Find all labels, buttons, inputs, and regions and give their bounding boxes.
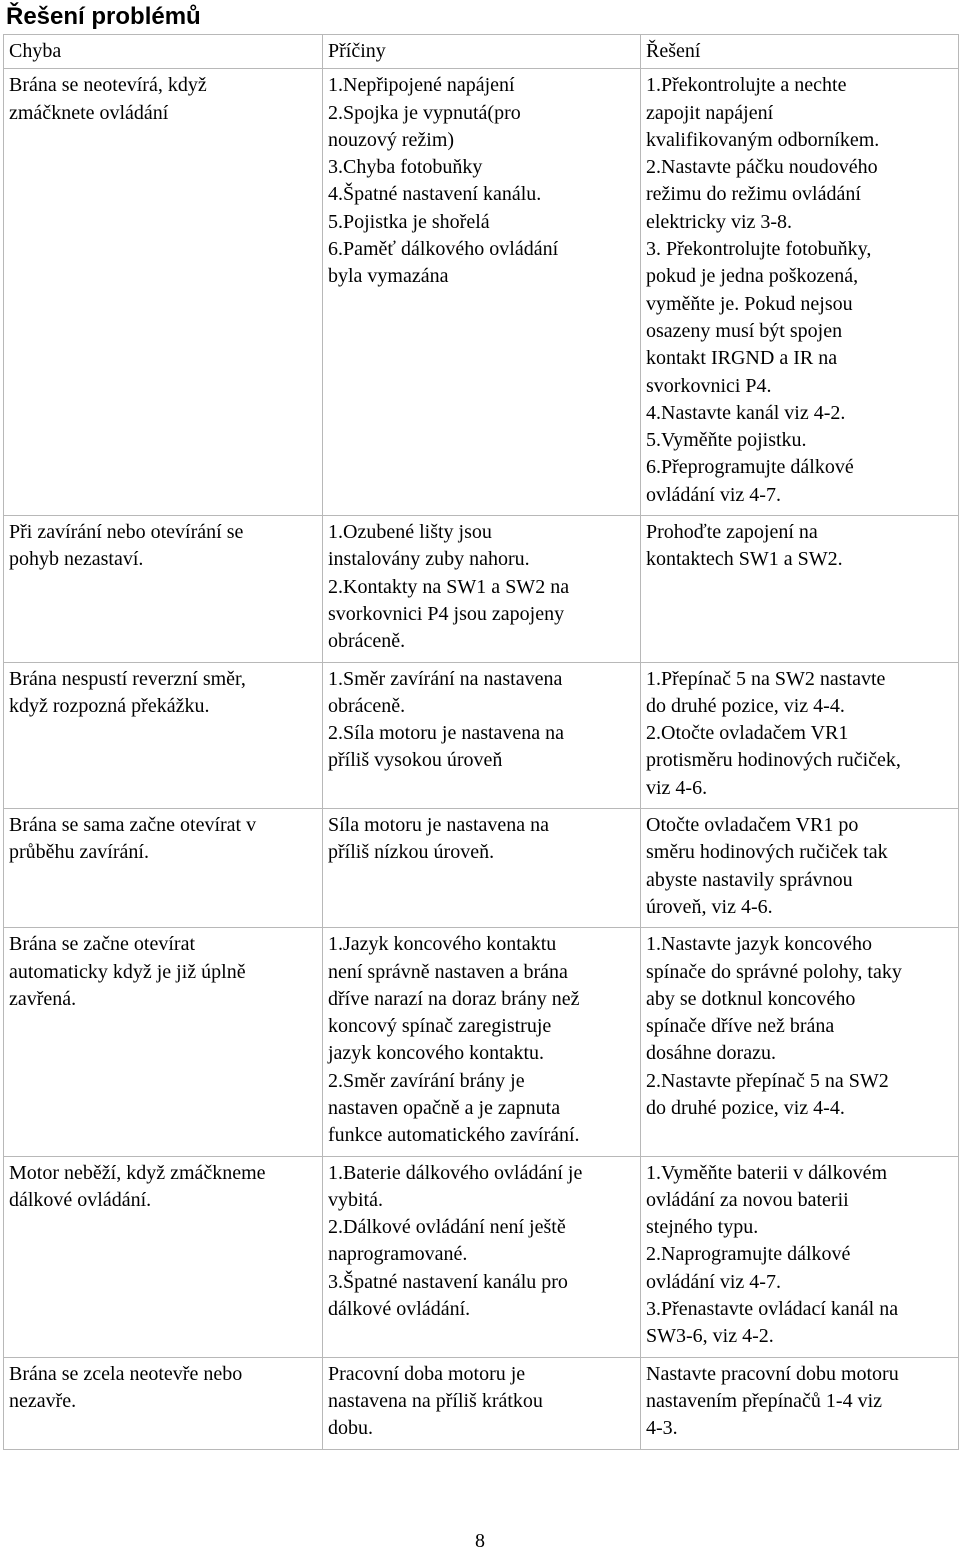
problem-text: Brána se sama začne otevírat v průběhu zavírání. [9, 814, 257, 864]
causes-text: 1.Jazyk koncového kontaktu není správně nastaven a brána dříve narazí na doraz brány než koncový spínač zaregistruje jazyk koncového kontaktu. 2.Směr zavírání brány je nastaven opačně a je zapnuta funkce automatického zavírání. [328, 933, 580, 1147]
page-title: Řešení problémů [6, 3, 201, 30]
troubleshooting-table [3, 34, 959, 1450]
table-row [4, 516, 959, 662]
table-row [4, 928, 959, 1156]
problem-text: Při zavírání nebo otevírání se pohyb nezastaví. [9, 521, 244, 571]
column-header-causes: Příčiny [323, 35, 641, 69]
problem-cell [4, 662, 323, 808]
problem-text: Brána se neotevírá, když zmáčknete ovládání [9, 74, 207, 124]
table-row [4, 1156, 959, 1357]
problem-text: Motor neběží, když zmáčkneme dálkové ovládání. [9, 1161, 266, 1211]
solutions-cell [641, 69, 959, 516]
problem-cell [4, 69, 323, 516]
solutions-text: 1.Vyměňte baterii v dálkovém ovládání za novou baterii stejného typu. 2.Naprogramujte dálkové ovládání viz 4-7. 3.Přenastavte ovládací kanál na SW3-6, viz 4-2. [646, 1161, 899, 1348]
solutions-cell [641, 662, 959, 808]
solutions-text: Prohoďte zapojení na kontaktech SW1 a SW2. [646, 521, 843, 571]
page-number: 8 [475, 1530, 485, 1552]
solutions-cell [641, 1156, 959, 1357]
table-row [4, 809, 959, 928]
table-header-row [4, 35, 959, 69]
causes-cell [323, 516, 641, 662]
causes-text: 1.Nepřipojené napájení 2.Spojka je vypnutá(pro nouzový režim) 3.Chyba fotobuňky 4.Špatné nastavení kanálu. 5.Pojistka je shořelá 6.Paměť dálkového ovládání byla vymazána [328, 74, 559, 288]
causes-cell [323, 662, 641, 808]
causes-text: 1.Směr zavírání na nastavena obráceně. 2.Síla motoru je nastavena na příliš vysokou úroveň [328, 667, 565, 772]
table-row [4, 69, 959, 516]
solutions-cell [641, 928, 959, 1156]
problem-cell [4, 809, 323, 928]
problem-text: Brána nespustí reverzní směr, když rozpozná překážku. [9, 667, 246, 717]
solutions-cell [641, 516, 959, 662]
problem-text: Brána se začne otevírat automaticky když je již úplně zavřená. [9, 933, 246, 1010]
solutions-text: Otočte ovladačem VR1 po směru hodinových ručiček tak abyste nastavily správnou úroveň, viz 4-6. [646, 814, 888, 918]
problem-cell [4, 516, 323, 662]
table-row [4, 1357, 959, 1449]
causes-text: 1.Baterie dálkového ovládání je vybitá. 2.Dálkové ovládání není ještě naprogramované. 3.Špatné nastavení kanálu pro dálkové ovládání. [328, 1161, 583, 1321]
problem-text: Brána se zcela neotevře nebo nezavře. [9, 1362, 243, 1412]
solutions-cell [641, 1357, 959, 1449]
problem-cell [4, 1357, 323, 1449]
problem-cell [4, 928, 323, 1156]
solutions-text: 1.Nastavte jazyk koncového spínače do správné polohy, taky aby se dotknul koncového spínače dříve než brána dosáhne dorazu. 2.Nastavte přepínač 5 na SW2 do druhé pozice, viz 4-4. [646, 933, 902, 1119]
causes-text: 1.Ozubené lišty jsou instalovány zuby nahoru. 2.Kontakty na SW1 a SW2 na svorkovnici P4 jsou zapojeny obráceně. [328, 521, 570, 653]
causes-cell [323, 69, 641, 516]
column-header-problem: Chyba [4, 35, 323, 69]
solutions-text: Nastavte pracovní dobu motoru nastavením přepínačů 1-4 viz 4-3. [646, 1362, 899, 1440]
causes-cell [323, 928, 641, 1156]
causes-text: Síla motoru je nastavena na příliš nízkou úroveň. [328, 814, 550, 864]
causes-cell [323, 1357, 641, 1449]
solutions-text: 1.Přepínač 5 na SW2 nastavte do druhé pozice, viz 4-4. 2.Otočte ovladačem VR1 protisměru hodinových ručiček, viz 4-6. [646, 667, 901, 799]
table-row [4, 662, 959, 808]
causes-cell [323, 1156, 641, 1357]
causes-text: Pracovní doba motoru je nastavena na příliš krátkou dobu. [328, 1362, 543, 1440]
causes-cell [323, 809, 641, 928]
solutions-text: 1.Překontrolujte a nechte zapojit napájení kvalifikovaným odborníkem. 2.Nastavte páčku noudového režimu do režimu ovládání elektricky viz 3-8. 3. Překontrolujte fotobuňky, pokud je jedna poškozená, vyměňte je. Pokud nejsou osazeny musí být spojen kontakt IRGND a IR na svorkovnici P4. 4.Nastavte kanál viz 4-2. 5.Vyměňte pojistku. 6.Přeprogramujte dálkové ovládání viz 4-7. [646, 74, 880, 506]
problem-cell [4, 1156, 323, 1357]
column-header-solutions: Řešení [641, 35, 959, 69]
solutions-cell [641, 809, 959, 928]
